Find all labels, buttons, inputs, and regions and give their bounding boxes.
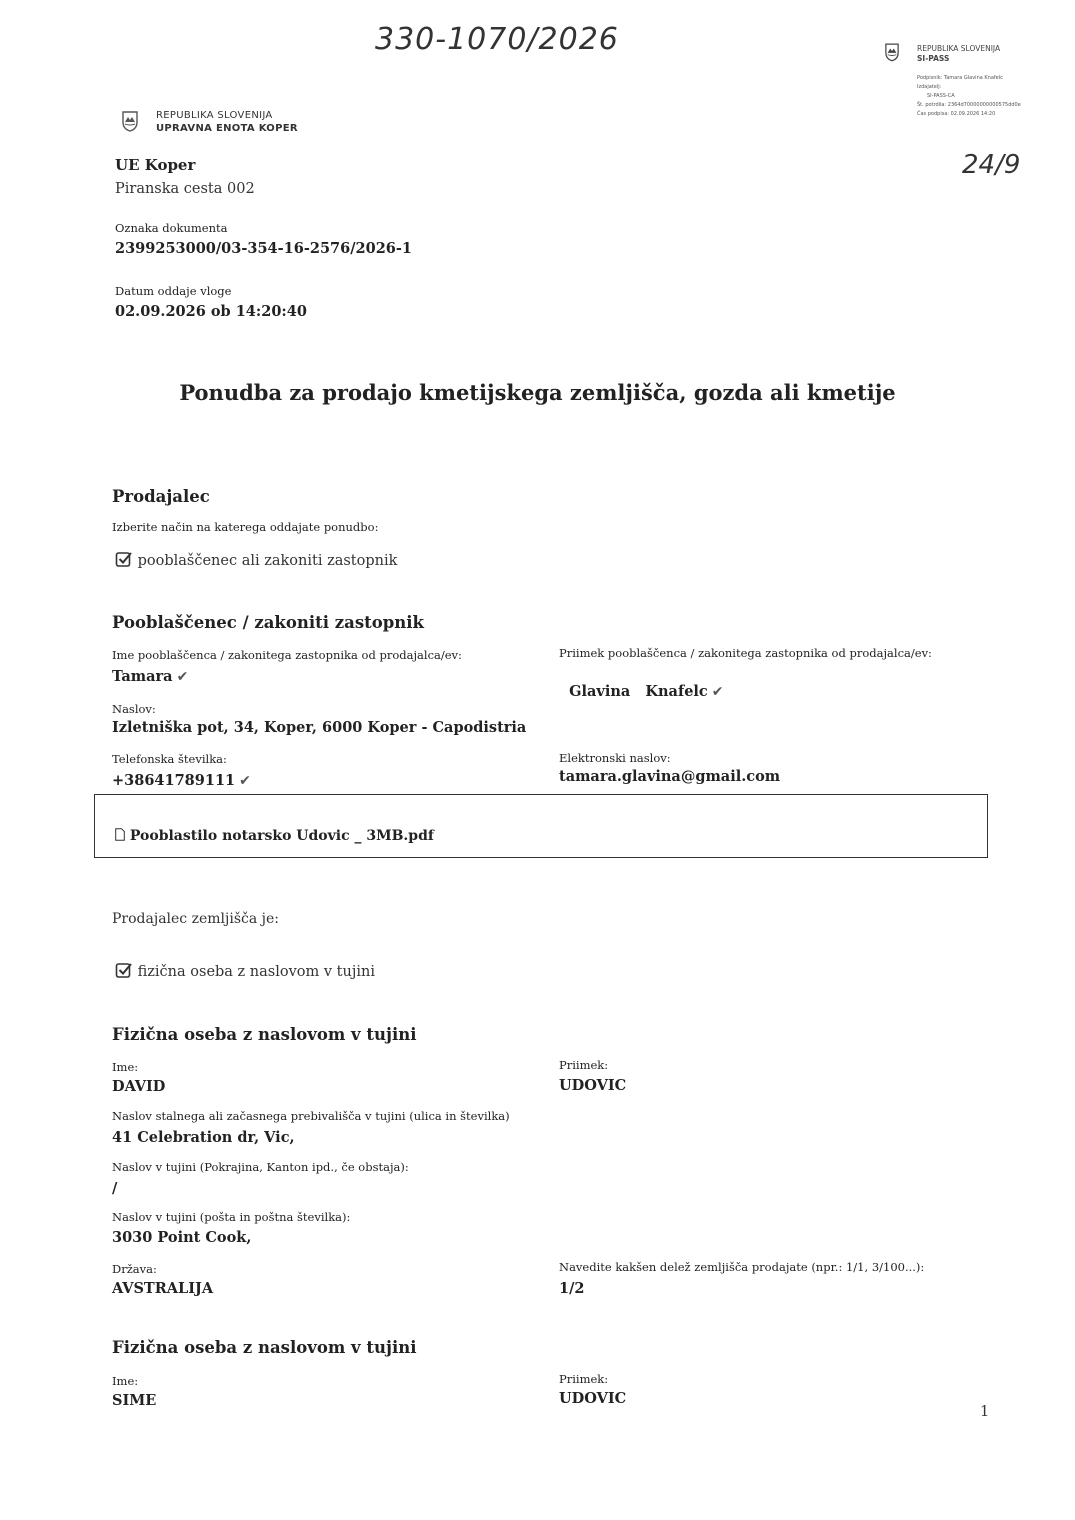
attachment-link[interactable] <box>115 828 434 844</box>
rep-address: Izletniška pot, 34, Koper, 6000 Koper - Capodistria <box>112 719 527 736</box>
person1-street-label: Naslov stalnega ali začasnega prebivališča v tujini (ulica in številka) <box>112 1109 510 1123</box>
person1-country: AVSTRALIJA <box>112 1280 214 1297</box>
coat-of-arms-icon <box>122 110 138 132</box>
rep-email-label: Elektronski naslov: <box>559 751 671 765</box>
stamp-detail: Izdajatelj: <box>917 84 942 90</box>
submit-date-label: Datum oddaje vloge <box>115 284 232 298</box>
seller-instruction: Izberite način na katerega oddajate ponudbo: <box>112 520 379 534</box>
attachment-filename: Pooblastilo notarsko Udovic _ 3MB.pdf <box>129 828 434 844</box>
person1-post-label: Naslov v tujini (pošta in poštna številka): <box>112 1210 351 1224</box>
person2-first-name-label: Ime: <box>112 1374 139 1388</box>
seller-option[interactable] <box>115 550 397 569</box>
person2-last-name: UDOVIC <box>559 1390 627 1407</box>
seller-type-option-label: fizična oseba z naslovom v tujini <box>137 964 375 980</box>
header-line2: UPRAVNA ENOTA KOPER <box>156 123 298 134</box>
rep-email: tamara.glavina@gmail.com <box>559 768 781 785</box>
person1-region: / <box>112 1180 118 1197</box>
doc-ref-label: Oznaka dokumenta <box>115 221 228 235</box>
submit-date-value: 02.09.2026 ob 14:20:40 <box>115 303 307 320</box>
person2-last-name-label: Priimek: <box>559 1372 609 1386</box>
handwritten-case-number: 330-1070/2026 <box>375 22 619 57</box>
page-number: 1 <box>980 1404 990 1420</box>
stamp-detail: Št. potrdila: 2364d70000000000575dd0e <box>917 102 1021 108</box>
rep-first-name <box>112 668 188 685</box>
coat-of-arms-icon <box>885 42 899 62</box>
representative-heading: Pooblaščenec / zakoniti zastopnik <box>112 613 424 632</box>
person1-share: 1/2 <box>559 1280 585 1297</box>
verified-check-icon: ✔ <box>239 773 251 789</box>
verified-check-icon: ✔ <box>176 669 189 685</box>
checkbox-checked-icon[interactable] <box>115 550 133 568</box>
seller-option-label: pooblaščenec ali zakoniti zastopnik <box>137 553 398 569</box>
person1-region-label: Naslov v tujini (Pokrajina, Kanton ipd., če obstaja): <box>112 1160 409 1174</box>
person2-heading: Fizična oseba z naslovom v tujini <box>112 1338 417 1357</box>
rep-first-name-value: Tamara <box>112 668 173 685</box>
rep-first-name-label: Ime pooblaščenca / zakonitega zastopnika od prodajalca/ev: <box>112 648 462 662</box>
doc-ref-value: 2399253000/03-354-16-2576/2026-1 <box>115 240 412 257</box>
rep-phone-value: +38641789111 <box>112 772 236 789</box>
recipient-address: Piranska cesta 002 <box>115 181 255 197</box>
person1-street: 41 Celebration dr, Vic, <box>112 1129 295 1146</box>
person1-first-name-label: Ime: <box>112 1060 139 1074</box>
person1-last-name-label: Priimek: <box>559 1058 609 1072</box>
person2-first-name: SIME <box>112 1392 157 1409</box>
person1-share-label: Navedite kakšen delež zemljišča prodajate (npr.: 1/1, 3/100...): <box>559 1260 925 1274</box>
attachment-box[interactable] <box>94 794 988 858</box>
header-line1: REPUBLIKA SLOVENIJA <box>156 110 273 121</box>
person1-heading: Fizična oseba z naslovom v tujini <box>112 1025 417 1044</box>
verified-check-icon: ✔ <box>711 684 724 700</box>
rep-last-name-value: Glavina Knafelc <box>569 683 708 700</box>
person1-country-label: Država: <box>112 1262 157 1276</box>
handwritten-note: 24/9 <box>962 150 1021 180</box>
file-icon <box>115 828 125 841</box>
rep-phone <box>112 772 251 789</box>
stamp-line1: REPUBLIKA SLOVENIJA <box>917 44 1001 53</box>
rep-phone-label: Telefonska številka: <box>112 752 227 766</box>
seller-type-option[interactable] <box>115 961 375 980</box>
seller-heading: Prodajalec <box>112 487 210 506</box>
stamp-detail: Podpisnik: Tamara Glavina Knafelc <box>917 75 1003 81</box>
rep-address-label: Naslov: <box>112 702 156 716</box>
person1-first-name: DAVID <box>112 1078 166 1095</box>
rep-last-name <box>559 666 724 700</box>
stamp-detail: SI-PASS-CA <box>927 93 955 99</box>
stamp-details <box>917 74 1037 119</box>
stamp-line2: SI-PASS <box>917 54 950 63</box>
rep-last-name-label: Priimek pooblaščenca / zakonitega zastopnika od prodajalca/ev: <box>559 646 932 660</box>
seller-type-label: Prodajalec zemljišča je: <box>112 911 279 927</box>
person1-post: 3030 Point Cook, <box>112 1229 252 1246</box>
checkbox-checked-icon[interactable] <box>115 961 133 979</box>
stamp-detail: Čas podpisa: 02.09.2026 14:20 <box>917 111 996 117</box>
recipient-name: UE Koper <box>115 156 196 174</box>
person1-last-name: UDOVIC <box>559 1077 627 1094</box>
page-title: Ponudba za prodajo kmetijskega zemljišča, gozda ali kmetije <box>179 380 896 405</box>
